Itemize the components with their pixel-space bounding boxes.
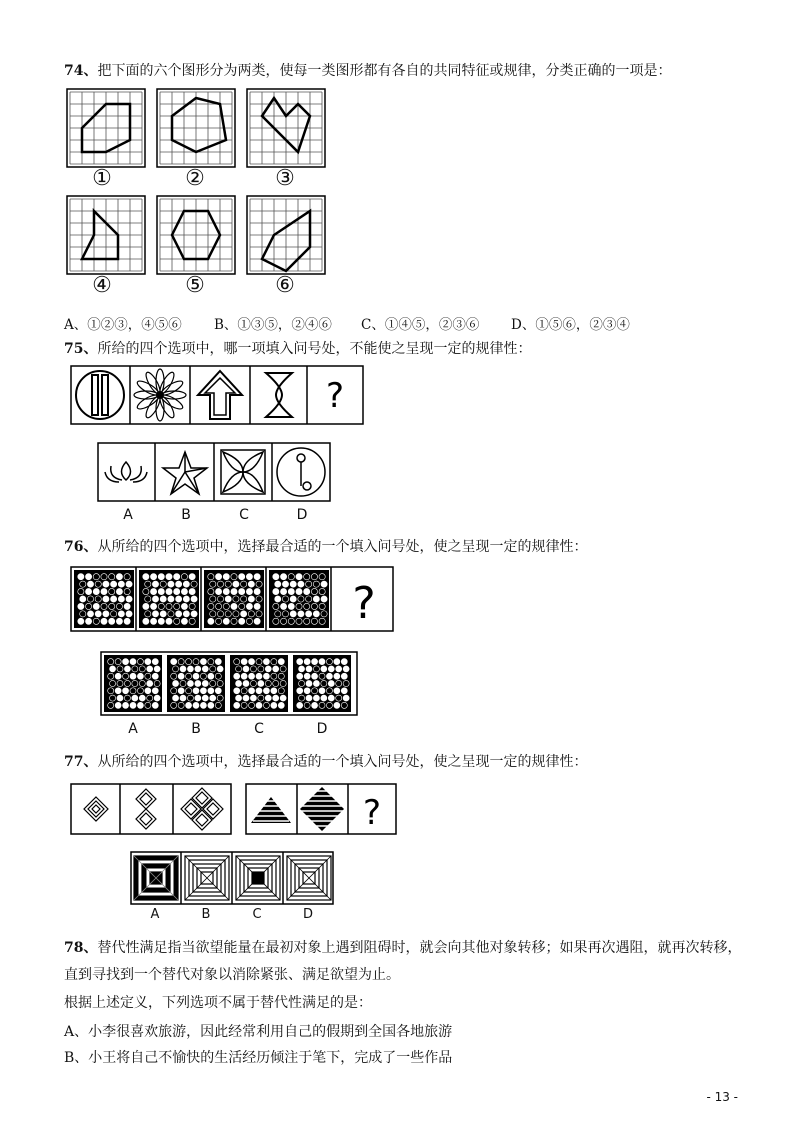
q76-title [64, 538, 587, 556]
q76-label-b: B [191, 721, 201, 737]
q75-label-c: C [239, 507, 249, 523]
q74-grid-figure-4 [67, 196, 145, 274]
q74-option-a[interactable]: A、①②③，④⑤⑥ [64, 317, 182, 333]
q76-number: 76、 [64, 539, 98, 555]
q78-definition-line2: 直到寻找到一个替代对象以消除紧张、满足欲望为止。 [64, 967, 400, 983]
q76-choice-panel-c [230, 655, 288, 712]
q75-circle-line-icon [277, 448, 325, 496]
q75-lotus-icon [105, 462, 147, 482]
q76-label-d: D [316, 721, 328, 737]
q74-label-6: ⑥ [275, 273, 295, 298]
q74-grid-figure-6 [247, 196, 325, 274]
q75-question-mark: ? [325, 376, 345, 416]
q74-option-b[interactable]: B、①③⑤，②④⑥ [214, 317, 332, 333]
q77-number: 77、 [64, 754, 98, 770]
q75-number: 75、 [64, 341, 98, 357]
q76-dot-panel-2 [139, 570, 199, 628]
q75-title [64, 340, 531, 358]
q77-sequence-left [70, 783, 240, 843]
q76-choice-panel-b [167, 655, 225, 712]
q77-title [64, 753, 587, 771]
q74-grid-figure-3 [247, 89, 325, 167]
q75-label-a: A [123, 507, 133, 523]
q74-option-d[interactable]: D、①⑤⑥，②③④ [511, 317, 630, 333]
q76-question-mark: ? [352, 578, 376, 629]
q78-definition-line1: 替代性满足指当欲望能量在最初对象上遇到阻碍时，就会向其他对象转移；如果再次遇阻，就再次转移， [97, 940, 742, 956]
q77-diamond-quad-icon [181, 788, 223, 830]
q74-number: 74、 [64, 63, 98, 79]
q74-option-c[interactable]: C、①④⑤，②③⑥ [361, 317, 480, 333]
q77-nested-square-b [185, 856, 229, 900]
q77-diamond-double-icon [136, 789, 156, 829]
q75-choices [97, 442, 337, 512]
q76-choice-panel-d [293, 655, 351, 712]
q75-label-d: D [296, 507, 308, 523]
q77-sequence-right [245, 783, 405, 843]
q74-grid-figure-2 [157, 89, 235, 167]
q76-text: 从所给的四个选项中，选择最合适的一个填入问号处，使之呈现一定的规律性： [97, 539, 588, 555]
q75-text: 所给的四个选项中，哪一项填入问号处，不能使之呈现一定的规律性： [97, 341, 532, 357]
q76-dot-panel-4 [269, 570, 329, 628]
q77-nested-square-d [287, 856, 331, 900]
q76-dot-panel-1 [74, 570, 134, 628]
q74-label-3: ③ [275, 166, 295, 191]
q76-sequence [70, 566, 400, 636]
q78-definition [64, 935, 744, 989]
q77-label-b: B [201, 907, 211, 922]
q75-petal-square-icon [221, 450, 265, 494]
q74-grid-figure-5 [157, 196, 235, 274]
q74-label-5: ⑤ [185, 273, 205, 298]
q74-label-2: ② [185, 166, 205, 191]
q74-text: 把下面的六个图形分为两类，使每一类图形都有各自的共同特征或规律，分类正确的一项是： [97, 63, 672, 79]
q76-label-a: A [128, 721, 138, 737]
q77-nested-square-a [134, 856, 178, 900]
q75-arrow-icon [198, 371, 242, 419]
q77-label-a: A [150, 907, 160, 922]
q75-pinwheel-star-icon [163, 452, 207, 494]
q74-options [64, 313, 630, 333]
q77-choices [130, 851, 340, 911]
q77-label-d: D [302, 907, 313, 922]
q77-nested-square-c [236, 856, 280, 900]
q74-label-4: ④ [92, 273, 112, 298]
q75-flower-icon [134, 369, 186, 421]
q76-dot-panel-3 [204, 570, 264, 628]
q75-label-b: B [181, 507, 191, 523]
q74-figures [0, 0, 800, 300]
page-number: - 13 - [706, 1090, 738, 1104]
q77-text: 从所给的四个选项中，选择最合适的一个填入问号处，使之呈现一定的规律性： [97, 754, 588, 770]
q78-number: 78、 [64, 940, 98, 956]
q78-prompt: 根据上述定义，下列选项不属于替代性满足的是： [64, 995, 372, 1011]
q76-choice-panel-a [104, 655, 162, 712]
q77-label-c: C [252, 907, 262, 922]
q77-striped-triangle-icon [251, 797, 291, 823]
q75-hourglass-icon [266, 373, 292, 417]
q77-diamond-single-icon [84, 797, 108, 821]
q74-label-1: ① [92, 166, 112, 191]
q75-sequence [70, 365, 370, 435]
q77-striped-diamond-icon [300, 787, 344, 831]
q78-option-b[interactable]: B、小王将自己不愉快的生活经历倾注于笔下，完成了一些作品 [64, 1050, 453, 1066]
q74-grid-figure-1 [67, 89, 145, 167]
q75-circle-bars-icon [76, 371, 124, 419]
q76-label-c: C [254, 721, 264, 737]
q76-choices [100, 651, 370, 721]
q78-option-a[interactable]: A、小李很喜欢旅游，因此经常利用自己的假期到全国各地旅游 [64, 1024, 453, 1040]
q77-question-mark: ? [362, 793, 382, 833]
